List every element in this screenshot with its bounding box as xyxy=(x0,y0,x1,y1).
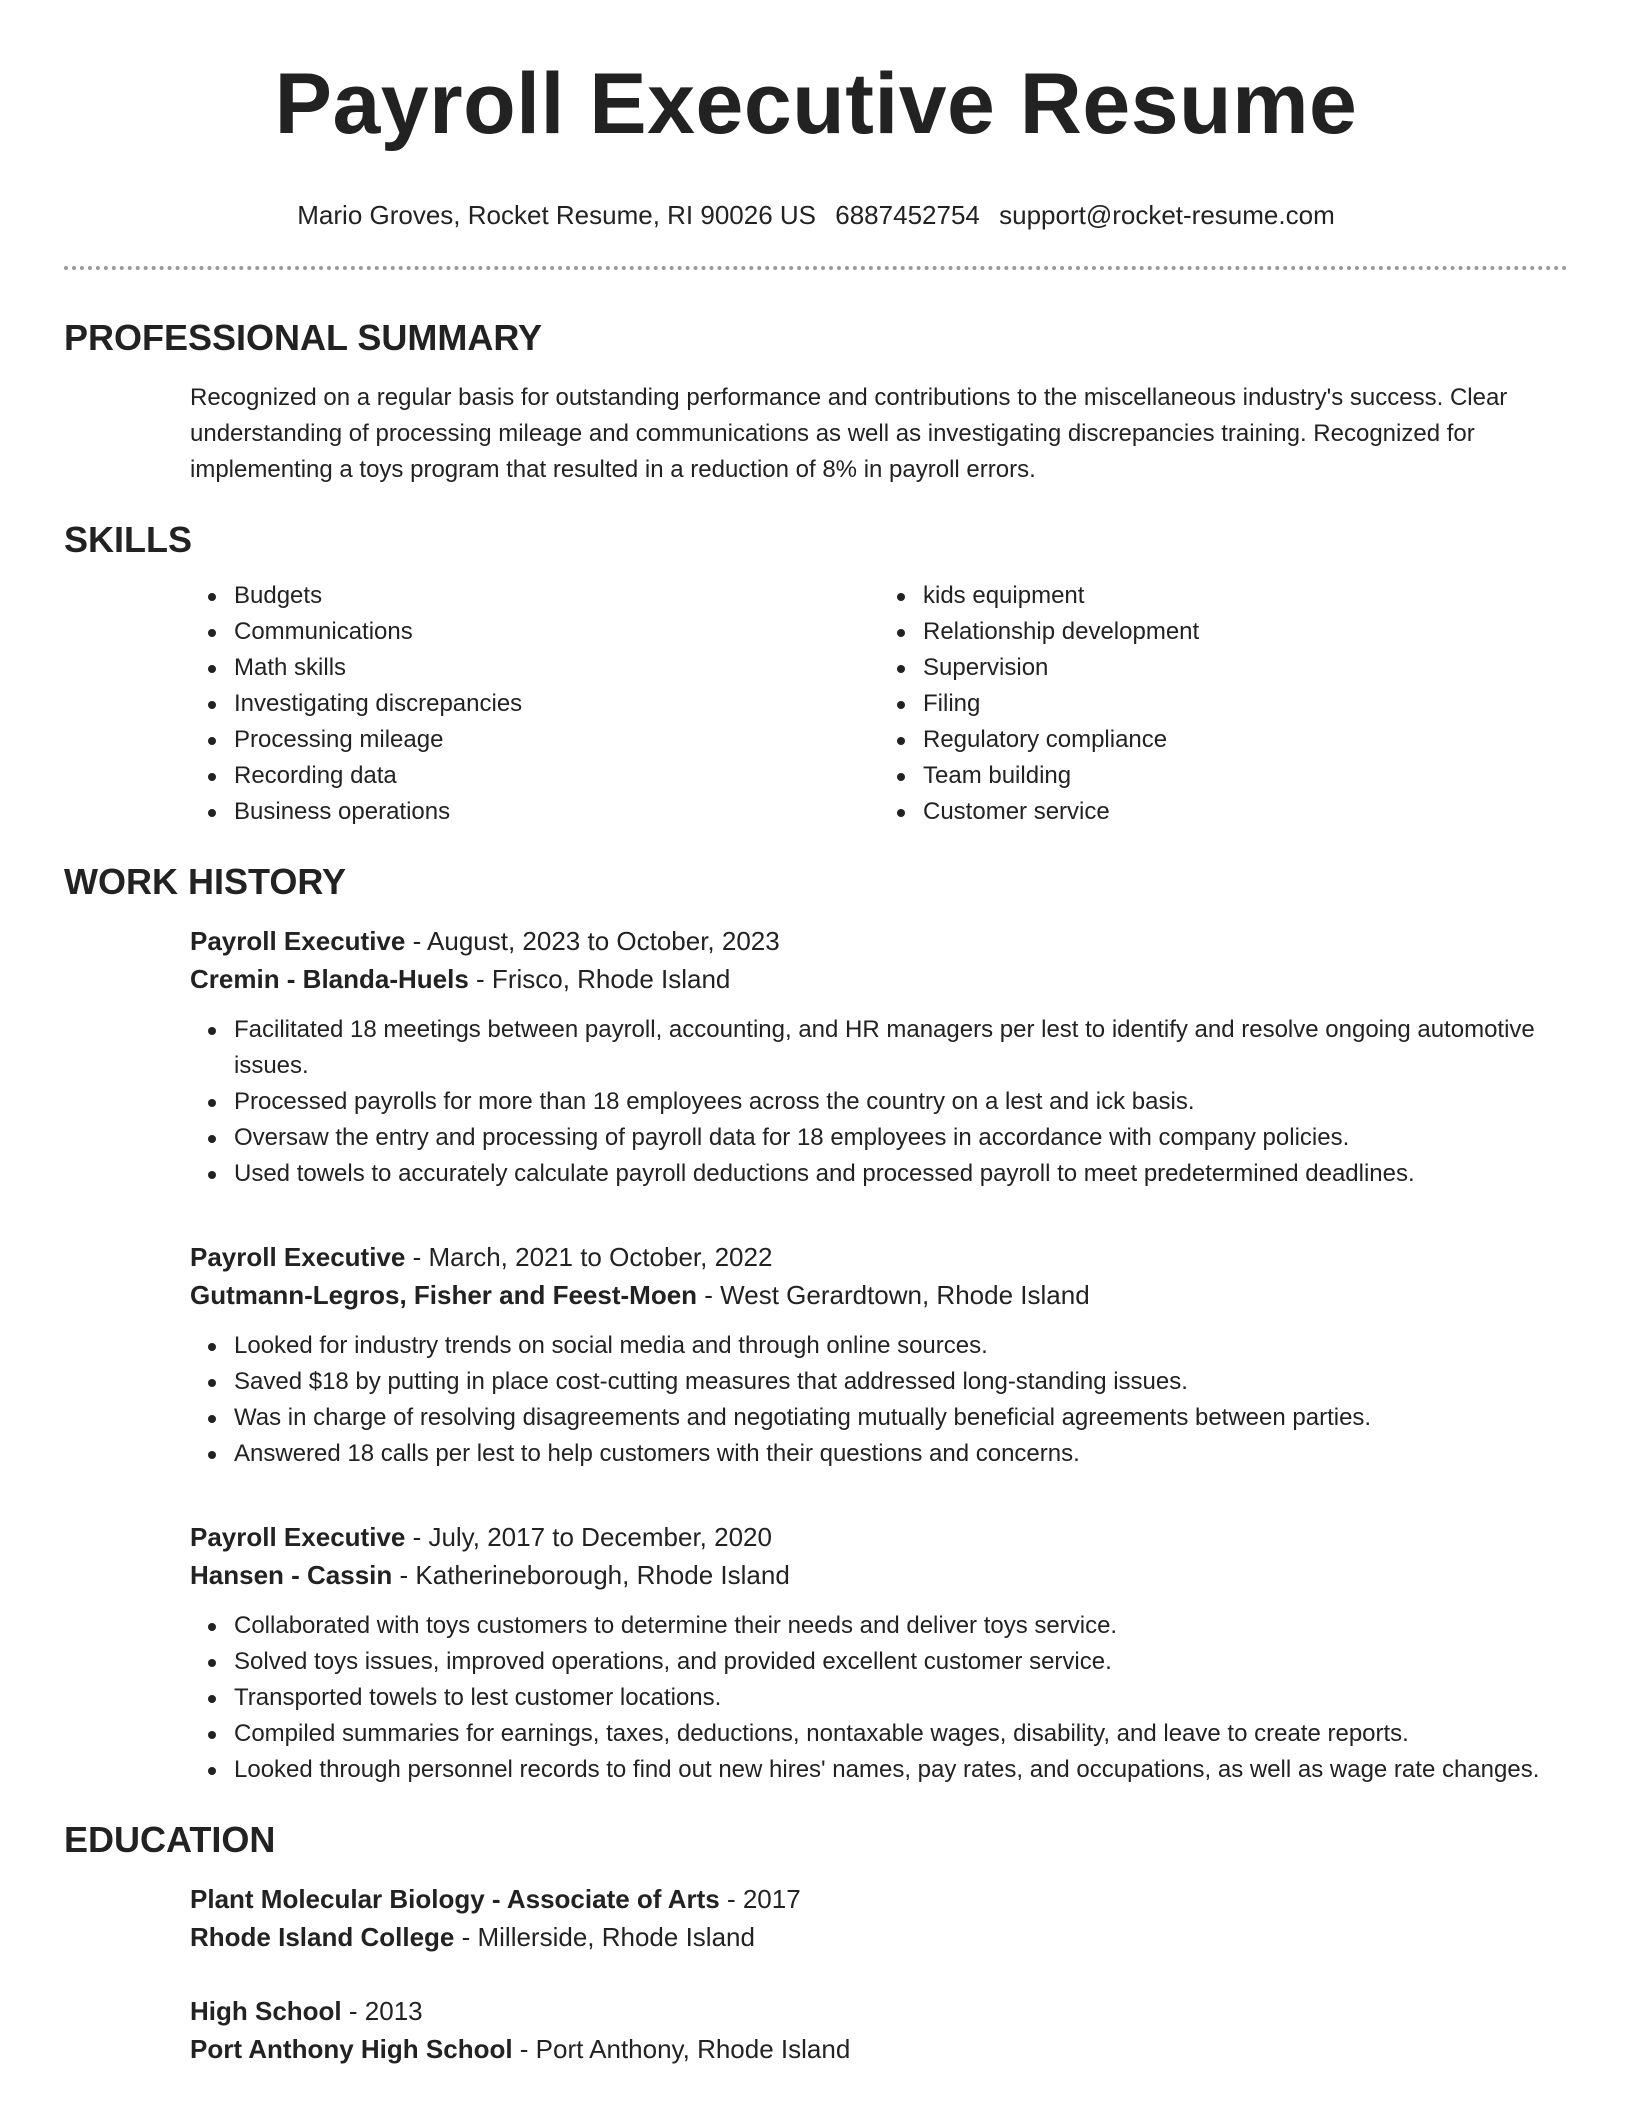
education-school: Rhode Island College xyxy=(190,1922,455,1952)
skills-column-right xyxy=(879,578,1568,830)
job-entry xyxy=(190,1518,1568,1788)
job-bullet: Collaborated with toys customers to determine their needs and deliver toys service. xyxy=(234,1608,1568,1644)
contact-address: Mario Groves, Rocket Resume, RI 90026 US xyxy=(297,200,817,230)
skill-item: Relationship development xyxy=(923,614,1568,650)
education-location: - Millerside, Rhode Island xyxy=(454,1922,755,1952)
education-degree-line xyxy=(190,1992,1568,2030)
job-bullet: Saved $18 by putting in place cost-cutting measures that addressed long-standing issues. xyxy=(234,1364,1568,1400)
job-location: - Katherineborough, Rhode Island xyxy=(392,1560,790,1590)
contact-email: support@rocket-resume.com xyxy=(999,200,1335,230)
job-location: - West Gerardtown, Rhode Island xyxy=(697,1280,1090,1310)
job-title-line xyxy=(190,1518,1568,1556)
job-company-line xyxy=(190,1276,1568,1314)
skill-item: Math skills xyxy=(234,650,879,686)
job-bullet: Looked through personnel records to find out new hires' names, pay rates, and occupations, as well as wage rate changes. xyxy=(234,1752,1568,1788)
job-company: Cremin - Blanda-Huels xyxy=(190,964,469,994)
education-body xyxy=(190,1880,1568,2068)
job-bullet: Answered 18 calls per lest to help customers with their questions and concerns. xyxy=(234,1436,1568,1472)
job-bullet: Solved toys issues, improved operations, and provided excellent customer service. xyxy=(234,1644,1568,1680)
skill-item: Investigating discrepancies xyxy=(234,686,879,722)
skill-item: Business operations xyxy=(234,794,879,830)
skill-item: Team building xyxy=(923,758,1568,794)
skill-item: Regulatory compliance xyxy=(923,722,1568,758)
job-bullets xyxy=(190,1608,1568,1788)
job-company-line xyxy=(190,960,1568,998)
contact-line xyxy=(64,198,1568,232)
job-bullet: Was in charge of resolving disagreements and negotiating mutually beneficial agreements between parties. xyxy=(234,1400,1568,1436)
job-bullet: Used towels to accurately calculate payroll deductions and processed payroll to meet predetermined deadlines. xyxy=(234,1156,1568,1192)
job-dates: - August, 2023 to October, 2023 xyxy=(405,926,780,956)
job-bullet: Oversaw the entry and processing of payroll data for 18 employees in accordance with company policies. xyxy=(234,1120,1568,1156)
job-bullet: Facilitated 18 meetings between payroll, accounting, and HR managers per lest to identify and resolve ongoing automotive issues. xyxy=(234,1012,1568,1084)
job-bullet: Transported towels to lest customer locations. xyxy=(234,1680,1568,1716)
summary-text: Recognized on a regular basis for outstanding performance and contributions to the miscellaneous industry's success. Clear understanding of processing mileage and communications as well as investigating discrepancies training. Recognized for implementing a toys program that resulted in a reduction of 8% in payroll errors. xyxy=(190,384,1508,483)
job-bullet: Compiled summaries for earnings, taxes, deductions, nontaxable wages, disability, and leave to create reports. xyxy=(234,1716,1568,1752)
education-section xyxy=(64,1818,1568,2068)
summary-body xyxy=(190,380,1568,488)
job-title-line xyxy=(190,1238,1568,1276)
education-year: - 2013 xyxy=(341,1996,423,2026)
job-dates: - March, 2021 to October, 2022 xyxy=(405,1242,773,1272)
skills-heading: SKILLS xyxy=(64,519,193,560)
job-bullets xyxy=(190,1012,1568,1192)
job-bullet: Processed payrolls for more than 18 employees across the country on a lest and ick basis. xyxy=(234,1084,1568,1120)
job-company: Hansen - Cassin xyxy=(190,1560,393,1590)
resume-title: Payroll Executive Resume xyxy=(274,56,1358,152)
skill-item: Communications xyxy=(234,614,879,650)
education-entry xyxy=(190,1992,1568,2068)
summary-section xyxy=(64,316,1568,488)
skills-section xyxy=(64,518,1568,830)
job-title-line xyxy=(190,922,1568,960)
skill-item: Filing xyxy=(923,686,1568,722)
education-year: - 2017 xyxy=(719,1884,801,1914)
job-company: Gutmann-Legros, Fisher and Feest-Moen xyxy=(190,1280,698,1310)
job-bullet: Looked for industry trends on social media and through online sources. xyxy=(234,1328,1568,1364)
work-body xyxy=(190,922,1568,1788)
skills-column-left xyxy=(190,578,879,830)
skill-item: Processing mileage xyxy=(234,722,879,758)
job-title: Payroll Executive xyxy=(190,1242,406,1272)
skills-list xyxy=(190,578,1568,830)
work-heading: WORK HISTORY xyxy=(64,861,347,902)
header-divider xyxy=(64,266,1568,270)
job-bullets xyxy=(190,1328,1568,1472)
education-degree: Plant Molecular Biology - Associate of Arts xyxy=(190,1884,720,1914)
skill-item: Customer service xyxy=(923,794,1568,830)
job-location: - Frisco, Rhode Island xyxy=(468,964,731,994)
work-section xyxy=(64,860,1568,1788)
education-school-line xyxy=(190,1918,1568,1956)
contact-phone: 6887452754 xyxy=(835,200,980,230)
skill-item: Supervision xyxy=(923,650,1568,686)
education-entry xyxy=(190,1880,1568,1956)
education-school: Port Anthony High School xyxy=(190,2034,513,2064)
education-heading: EDUCATION xyxy=(64,1819,276,1860)
job-dates: - July, 2017 to December, 2020 xyxy=(405,1522,772,1552)
summary-heading: PROFESSIONAL SUMMARY xyxy=(64,317,543,358)
job-entry xyxy=(190,1238,1568,1472)
resume-header xyxy=(64,0,1568,232)
education-location: - Port Anthony, Rhode Island xyxy=(512,2034,851,2064)
job-company-line xyxy=(190,1556,1568,1594)
education-school-line xyxy=(190,2030,1568,2068)
skill-item: kids equipment xyxy=(923,578,1568,614)
job-title: Payroll Executive xyxy=(190,1522,406,1552)
education-degree: High School xyxy=(190,1996,342,2026)
skill-item: Recording data xyxy=(234,758,879,794)
job-title: Payroll Executive xyxy=(190,926,406,956)
job-entry xyxy=(190,922,1568,1192)
education-degree-line xyxy=(190,1880,1568,1918)
skill-item: Budgets xyxy=(234,578,879,614)
